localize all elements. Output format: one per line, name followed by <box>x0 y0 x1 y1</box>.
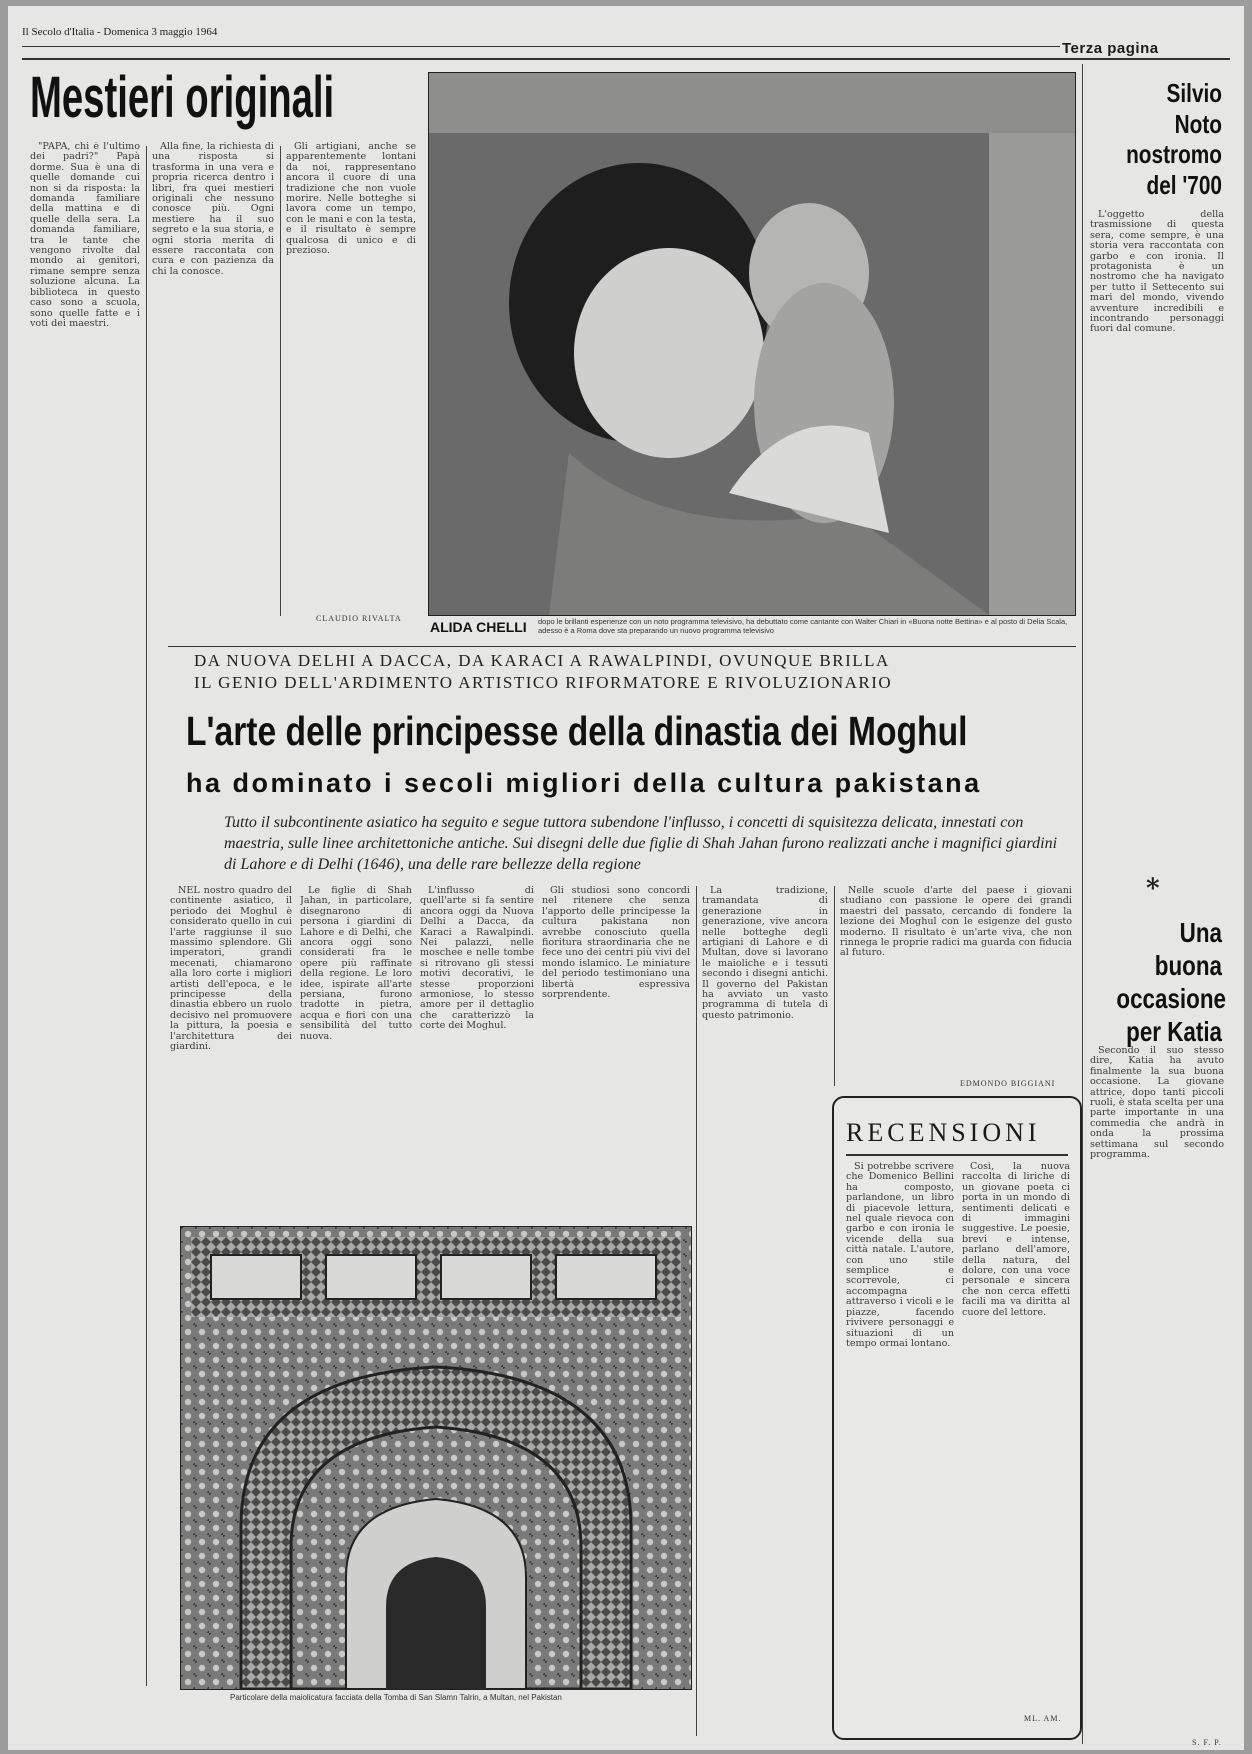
main-kicker-line1: DA NUOVA DELHI A DACCA, DA KARACI A RAWALPINDI, OVUNQUE BRILLA <box>194 651 890 670</box>
col-rule <box>834 886 835 1086</box>
recensioni-col1: Si potrebbe scrivere che Domenico Bellini ha composto, parlandone, un libro di piacevole lettura, nel quale rievoca con garbo e con ironia le vicende della sua città natale. L'autore, con uno stile semplice e scorrevole, ci accompagna attraverso i vicoli e le piazze, facendo rivivere personaggi e situazioni di un tempo ormai lontano. <box>846 1162 954 1349</box>
main-col5: La tradizione, tramandata di generazione in generazione, vive ancora nelle botteghe degli artigiani di Lahore e di Multan, dove si lavorano le maioliche e i tessuti secondo i disegni antichi. Il governo del Pakistan ha avviato un vasto programma di tutela di questo patrimonio. <box>702 886 828 1021</box>
left-article-col1: "PAPÀ, chi è l'ultimo dei padri?" Papà dorme. Sua è una di quelle domande cui non si da risposta: la domanda familiare della mattina e di quelle della sera. La domanda familiare, tra le tante che vengono rivolte dal mondo ai genitori, rimane sempre senza soluzione alcuna. La biblioteca in questo caso sono a scuola, sono quelle fatte e i voti dei maestri. <box>30 142 140 329</box>
left-article-byline: CLAUDIO RIVALTA <box>316 614 402 623</box>
main-col1: NEL nostro quadro del continente asiatico, il periodo dei Moghul è considerato quello in cui l'arte raggiunse il suo massimo splendore. Gli imperatori, grandi mecenati, chiamarono alla loro corte i migliori artisti dell'epoca, e le principesse della dinastia ebbero un ruolo decisivo nel promuovere la pittura, la poesia e l'architettura dei giardini. <box>170 886 292 1053</box>
photo-caption-text: dopo le brillanti esperienze con un noto programma televisivo, ha debuttato come cantante con Walter Chiari in «Buona notte Bettina» e al posto di Delia Scala, adesso è a Roma dove sta preparando un nuovo programma televisivo <box>538 617 1068 635</box>
col-rule <box>696 886 697 1736</box>
col-rule <box>280 146 281 616</box>
portrait-illustration <box>429 73 1075 615</box>
recensioni-sign: ML. AM. <box>1024 1714 1062 1723</box>
section-label: Terza pagina <box>1062 40 1159 57</box>
multan-tomb-tilework-photo <box>180 1226 692 1690</box>
main-col3: L'influsso di quell'arte si fa sentire ancora oggi da Nuova Delhi a Dacca, da Karaci a Rawalpindi. Nei palazzi, nelle moschee e nelle tombe si ritrovano gli stessi motivi decorativi, le stesse proporzioni armoniose, lo stesso amore per il dettaglio che caratterizzò la corte dei Moghul. <box>420 886 534 1032</box>
tile-photo-caption: Particolare della maiolicatura facciata della Tomba di San Slamn Talrin, a Multan, nel Pakistan <box>230 1693 562 1702</box>
footer-mark: S. F. P. <box>1192 1738 1222 1747</box>
col-rule <box>1082 64 1083 1744</box>
katia-text: Secondo il suo stesso dire, Katia ha avuto finalmente la sua buona occasione. La giovane attrice, dopo tanti piccoli ruoli, è stata scelta per una parte importante in una commedia che andrà in onda la prossima settimana sul secondo programma. <box>1090 1046 1224 1161</box>
main-col2: Le figlie di Shah Jahan, in particolare, disegnarono di persona i giardini di Lahore e di Delhi, che ancora oggi sono considerati fra le opere più raffinate della regione. Le loro idee, ispirate all'arte persiana, furono tradotte in pietra, acqua e fiori con una sensibilità del tutto nuova. <box>300 886 412 1042</box>
main-summary: Tutto il subcontinente asiatico ha seguito e segue tuttora subendone l'influsso, i concetti di squisitezza delicata, innestati con maestria, sulle linee architettoniche antiche. Sui disegni delle due figlie di Shah Jahan furono realizzati anche i magnifici giardini di Lahore e di Delhi (1646), una delle rare bellezze della regione <box>224 814 1058 873</box>
main-col4: Gli studiosi sono concordi nel ritenere che senza l'apporto delle principesse la cultura pakistana non avrebbe conosciuto quella fioritura straordinaria che ne fece uno dei centri più vivi del mondo islamico. Le miniature del periodo testimoniano una libertà espressiva sorprendente. <box>542 886 690 1001</box>
top-rule-thick <box>22 58 1230 60</box>
silvio-noto-text: L'oggetto della trasmissione di questa sera, come sempre, è una storia vera raccontata con garbo e con ironia. Il protagonista è un nostromo che ha navigato per tutto il Settecento sui mari del mondo, vivendo avventure incredibili e incontrando personaggi fuori dal comune. <box>1090 210 1224 335</box>
alida-chelli-photo <box>428 72 1076 616</box>
recensioni-col2: Così, la nuova raccolta di liriche di un giovane poeta ci porta in un mondo di sentimenti delicati e di immagini suggestive. Le poesie, brevi e intense, parlano dell'amore, della natura, del dolore, con una voce personale e sincera che non cerca effetti facili ma va diritta al cuore del lettore. <box>962 1162 1070 1318</box>
photo-caption-name: ALIDA CHELLI <box>430 619 527 635</box>
left-article-col2: Alla fine, la richiesta di una risposta si trasforma in una vera e propria ricerca dentro i libri, fra quei mestieri originali che nessuno conosce più. Ogni mestiere ha il suo segreto e la sua storia, e ogni storia merita di essere raccontata con cura e con pazienza da chi la conosce. <box>152 142 274 277</box>
running-head: Il Secolo d'Italia - Domenica 3 maggio 1964 <box>22 26 218 38</box>
tilework-illustration <box>181 1227 691 1689</box>
recensioni-title: RECENSIONI <box>846 1118 1041 1147</box>
recensioni-box <box>832 1096 1082 1740</box>
newspaper-page <box>8 6 1244 1750</box>
recensioni-rule <box>846 1154 1068 1156</box>
main-col6: Nelle scuole d'arte del paese i giovani studiano con passione le opere dei grandi maestri del passato, cercando di fondere la lezione dei Moghul con le esigenze del gusto moderno. Il risultato è un'arte viva, che non rinnega le proprie radici ma guarda con fiducia al futuro. <box>840 886 1072 959</box>
main-headline: L'arte delle principesse della dinastia dei Moghul <box>186 708 968 754</box>
silvio-noto-headline: Silvio Noto nostromo del '700 <box>1126 78 1222 201</box>
top-rule <box>22 46 1060 47</box>
main-subheadline: ha dominato i secoli migliori della cultura pakistana <box>186 768 982 798</box>
main-article-top-rule <box>168 646 1076 647</box>
main-article-byline: EDMONDO BIGGIANI <box>960 1079 1056 1088</box>
left-article-title: Mestieri originali <box>30 65 335 130</box>
main-kicker-line2: IL GENIO DELL'ARDIMENTO ARTISTICO RIFORMATORE E RIVOLUZIONARIO <box>194 673 893 692</box>
katia-headline: Una buona occasione per Katia <box>1116 917 1226 1048</box>
left-article-col3: Gli artigiani, anche se apparentemente lontani da noi, rappresentano ancora il cuore di una tradizione che non vuole morire. Nelle botteghe si lavora come un tempo, con le mani e con la testa, e il risultato è sempre qualcosa di unico e di prezioso. <box>286 142 416 257</box>
separator-star: * <box>1146 874 1160 904</box>
col-rule <box>146 146 147 1686</box>
